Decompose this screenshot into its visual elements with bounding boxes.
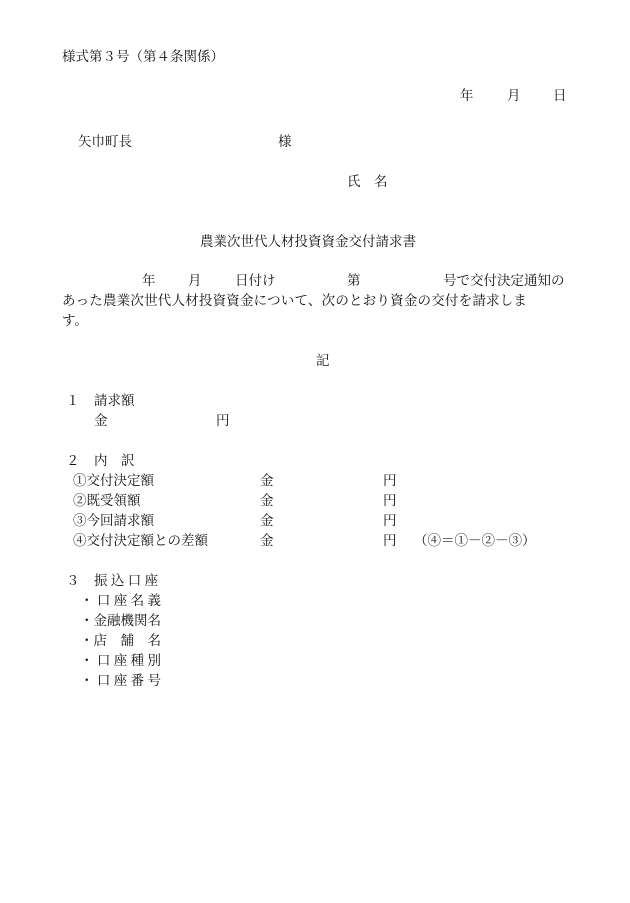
intro-no-prefix: 第 [347,273,361,289]
addressee-honorific: 様 [278,134,292,150]
account-field-label: ・口座種別 [80,653,165,669]
account-field-label: ・店 舗 名 [80,633,161,649]
intro-line3: す。 [62,313,88,329]
breakdown-row-yen: 円 [383,493,397,509]
section2-heading: 内 訳 [94,453,135,469]
breakdown-row-label: ④交付決定額との差額 [73,533,208,549]
intro-line1-end: 号で交付決定通知の [443,273,565,289]
section2-number: ２ [66,453,80,469]
breakdown-row-label: ②既受領額 [73,493,141,509]
breakdown-row-label: ①交付決定額 [73,473,154,489]
section3-heading: 振込口座 [94,573,162,589]
breakdown-row-yen: 円 [383,473,397,489]
date-month-label: 月 [507,88,521,104]
intro-day-label: 日付け [235,273,276,289]
section1-kin: 金 [94,413,108,429]
intro-month-label: 月 [188,273,202,289]
ki-label: 記 [316,353,330,369]
breakdown-row-label: ③今回請求額 [73,513,154,529]
breakdown-row-kin: 金 [260,513,274,529]
account-field-label: ・口座名義 [80,593,165,609]
date-year-label: 年 [460,88,474,104]
section1-heading: 請求額 [94,393,135,409]
section1-yen: 円 [216,413,230,429]
breakdown-row-kin: 金 [260,533,274,549]
addressee-office: 矢巾町長 [78,134,132,150]
account-field-label: ・金融機関名 [80,613,161,629]
date-day-label: 日 [553,88,567,104]
breakdown-row-yen: 円 [383,533,397,549]
form-label: 様式第３号（第４条関係） [62,49,224,65]
applicant-name-label: 氏 名 [347,174,388,190]
section1-number: １ [66,393,80,409]
document-title: 農業次世代人材投資資金交付請求書 [200,234,416,250]
intro-year-label: 年 [142,273,156,289]
section3-number: ３ [66,573,80,589]
intro-line2: あった農業次世代人材投資資金について、次のとおり資金の交付を請求しま [62,293,528,309]
breakdown-row-kin: 金 [260,473,274,489]
breakdown-row-yen: 円 [383,513,397,529]
account-field-label: ・口座番号 [80,673,165,689]
breakdown-formula-note: （④＝①－②－③） [414,533,536,549]
breakdown-row-kin: 金 [260,493,274,509]
